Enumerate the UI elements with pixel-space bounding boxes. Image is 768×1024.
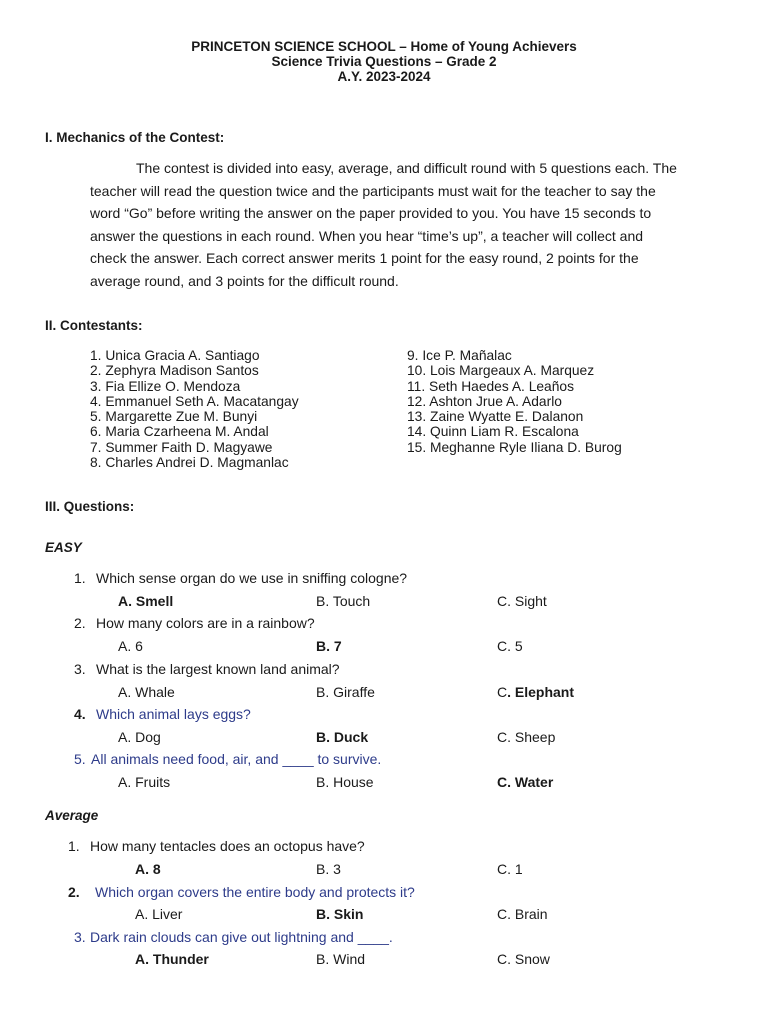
option-c-answer: . Elephant — [507, 684, 575, 700]
academic-year: A.Y. 2023-2024 — [337, 69, 431, 84]
question-text: All animals need food, air, and ____ to survive. — [91, 751, 382, 767]
option-b: B. 3 — [316, 861, 341, 877]
school-title: PRINCETON SCIENCE SCHOOL – Home of Young Achievers — [191, 39, 577, 54]
question-text: Which animal lays eggs? — [96, 706, 251, 722]
question-number: 1. — [74, 570, 86, 586]
option-b: B. Touch — [316, 593, 371, 609]
option-a: A. Whale — [118, 684, 175, 700]
contestant-item: 1. Unica Gracia A. Santiago — [90, 348, 260, 363]
contestant-item: 9. Ice P. Mañalac — [407, 348, 512, 363]
contestants-heading: II. Contestants: — [45, 318, 143, 333]
question-number: 3. — [74, 929, 86, 945]
option-c-letter: C — [497, 684, 508, 700]
question-number: 3. — [74, 661, 86, 677]
question-text: Dark rain clouds can give out lightning and ____. — [90, 929, 393, 945]
option-a: A. Thunder — [135, 951, 209, 967]
average-question-3 — [74, 929, 393, 945]
option-c — [497, 684, 574, 700]
contestant-item: 13. Zaine Wyatte E. Dalanon — [407, 409, 584, 425]
contestant-item: 4. Emmanuel Seth A. Macatangay — [90, 393, 299, 409]
question-number: 2. — [68, 884, 80, 900]
contestant-item: 14. Quinn Liam R. Escalona — [407, 424, 579, 440]
easy-round-title: EASY — [45, 540, 82, 555]
question-text: Which sense organ do we use in sniffing cologne? — [96, 570, 408, 586]
easy-question-5 — [74, 751, 381, 767]
contestant-item: 10. Lois Margeaux A. Marquez — [407, 363, 595, 379]
document-subtitle: Science Trivia Questions – Grade 2 — [271, 54, 497, 69]
option-b: B. 7 — [316, 638, 342, 654]
question-text: Which organ covers the entire body and protects it? — [95, 884, 415, 900]
mechanics-line: check the answer. Each correct answer merits 1 point for the easy round, 2 points for the — [90, 250, 639, 266]
contestants-list-right — [407, 348, 622, 455]
question-text: How many tentacles does an octopus have? — [90, 838, 365, 854]
mechanics-line: average round, and 3 points for the difficult round. — [90, 272, 399, 289]
contestant-item: 11. Seth Haedes A. Leaños — [407, 378, 574, 394]
question-number: 4. — [74, 706, 86, 722]
question-text: What is the largest known land animal? — [96, 661, 340, 677]
option-a: A. Smell — [118, 593, 174, 609]
contestant-item: 7. Summer Faith D. Magyawe — [90, 439, 273, 455]
option-c: C. 1 — [497, 861, 523, 877]
option-b: B. Duck — [316, 729, 369, 745]
option-c: C. 5 — [497, 638, 523, 654]
contestant-item: 15. Meghanne Ryle Iliana D. Burog — [407, 439, 622, 455]
contestant-item: 8. Charles Andrei D. Magmanlac — [90, 455, 289, 471]
question-number: 1. — [68, 838, 80, 854]
average-question-2 — [68, 884, 415, 900]
contestant-item: 2. Zephyra Madison Santos — [90, 363, 259, 379]
option-a: A. 8 — [135, 861, 161, 877]
average-question-1 — [68, 838, 365, 854]
option-c: C. Water — [497, 774, 554, 790]
option-b: B. House — [316, 774, 374, 790]
option-c: C. Snow — [497, 951, 550, 967]
option-c: C. Sight — [497, 593, 547, 609]
option-b: B. Giraffe — [316, 684, 375, 700]
option-b: B. Wind — [316, 951, 366, 967]
contestant-item: 5. Margarette Zue M. Bunyi — [90, 409, 258, 425]
option-a: A. Dog — [118, 729, 161, 745]
mechanics-line: The contest is divided into easy, average, and difficult round with 5 questions each. The — [136, 160, 677, 176]
question-text: How many colors are in a rainbow? — [96, 615, 315, 631]
easy-question-1 — [74, 570, 407, 586]
question-number: 5. — [74, 751, 86, 767]
easy-question-2 — [74, 615, 315, 631]
mechanics-line: teacher will read the question twice and the participants must wait for the teacher to say the — [90, 182, 656, 199]
mechanics-paragraph — [90, 157, 722, 292]
option-a: A. Fruits — [118, 774, 171, 790]
option-c: C. Sheep — [497, 729, 556, 745]
contestant-item: 3. Fia Ellize O. Mendoza — [90, 378, 241, 394]
option-a: A. Liver — [135, 906, 183, 922]
mechanics-heading: I. Mechanics of the Contest: — [45, 130, 225, 145]
easy-question-3 — [74, 661, 340, 677]
mechanics-line: answer the questions in each round. When you hear “time’s up”, a teacher will collect and — [90, 227, 644, 244]
easy-question-4 — [74, 706, 251, 722]
question-number: 2. — [74, 615, 86, 631]
average-round-title: Average — [45, 808, 99, 823]
contestant-item: 12. Ashton Jrue A. Adarlo — [407, 393, 562, 409]
contestants-list-left — [90, 348, 299, 470]
option-c: C. Brain — [497, 906, 548, 922]
mechanics-line: word “Go” before writing the answer on the paper provided to you. You have 15 seconds to — [90, 205, 652, 221]
option-a: A. 6 — [118, 638, 143, 654]
option-b: B. Skin — [316, 906, 364, 922]
questions-heading: III. Questions: — [45, 499, 135, 514]
contestant-item: 6. Maria Czarheena M. Andal — [90, 424, 269, 440]
